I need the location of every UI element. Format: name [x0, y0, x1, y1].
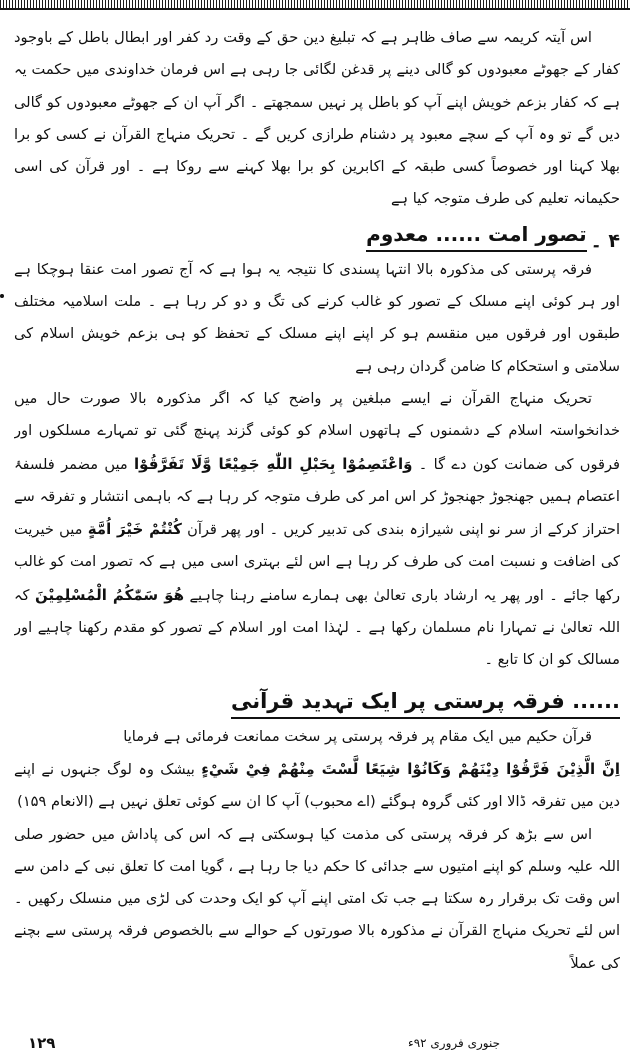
paragraph-4 — [14, 721, 620, 819]
paragraph-3-text-a: تحریک منہاج القرآن نے ایسے مبلغین پر واضح کیا کہ اگر مذکورہ بالا صورت حال میں خدانخواستہ اسلام کے دشمنوں کے ہاتھوں اسلام کو کوئی گزند پہنچ گئی تو تمہارے مسلکوں اور فرقوں کی ضمانت کون دے گا ۔ — [14, 389, 620, 473]
issue-date: جنوری فروری ۹۲ء — [408, 1036, 500, 1050]
quran-verse-3: هُوَ سَمّٰكُمُ الْمُسْلِمِيْنَ — [34, 585, 185, 604]
section-number: ۴ ۔ — [590, 229, 620, 252]
page-number: ۱۲۹ — [28, 1034, 56, 1052]
section-title-2: ...... فرقہ پرستی پر ایک تہدید قرآنی — [231, 686, 620, 719]
paragraph-5: اس سے بڑھ کر فرقہ پرستی کی مذمت کیا ہوسکتی ہے کہ اس کی پاداش میں حضور صلی اللہ علیہ وسلم کو اپنے امتیوں سے جدائی کا حکم دیا جا رہا ہے ، گویا امت کا تعلق نبی کے دامن سے اس وقت تک برقرار رہ سکتا ہے جب تک امتی اپنے آپ کو ایک وحدت کی لڑی میں منسلک رکھیں ۔ اس لئے تحریک منہاج القرآن نے مذکورہ بالا صورتوں کے حوالے سے بالخصوص فرقہ پرستی سے بچنے کی عملاً — [14, 825, 620, 972]
top-border — [0, 0, 630, 10]
margin-dot — [0, 294, 4, 298]
paragraph-3-text-b: میں مضمر فلسفۂ اعتصام ہمیں جھنجوڑ جھنجوڑ کر اس امر کی طرف متوجہ کر رہا ہے کہ باہمی انتشار و تفرقہ سے احتراز کرکے از سر نو اپنی شیرازہ بندی کی تدبیر کریں ۔ اور پھر قرآن — [14, 455, 620, 539]
paragraph-3 — [14, 383, 620, 677]
section-title: تصور امت ...... معدوم — [366, 219, 586, 252]
document-page — [14, 22, 620, 1052]
section-heading-concept-of-ummah — [14, 216, 620, 252]
paragraph-1: اس آیتہ کریمہ سے صاف ظاہر ہے کہ تبلیغ دین حق کے وقت رد کفر اور ابطال باطل کے باوجود کفار کے جھوٹے معبودوں کو گالی دینے پر قدغن لگائی جا رہی ہے اس فرمان خداوندی میں حکمت یہ ہے کہ کفار بزعم خویش اپنے آپ کو باطل پر نہیں سمجھتے ۔ اگر آپ ان کے جھوٹے معبودوں کو گالی دیں گے تو وہ آپ کے سچے معبود پر دشنام طرازی کریں گے ۔ تحریک منہاج القرآن نے کسی کو برا بھلا کہنا اور خصوصاً کسی طبقہ کے اکابرین کو برا بھلا کہنے سے روکا ہے ۔ اور قرآن کی اسی حکیمانہ تعلیم کی طرف متوجہ کیا ہے — [14, 29, 620, 208]
paragraph-3-text-c: میں خیریت کی اضافت و نسبت امت کی طرف کر رہا ہے اس لئے بہتری اسی میں ہے کہ تصور امت کو غالب رکھا جائے ۔ اور پھر یہ ارشاد باری تعالیٰ بھی ہمارے سامنے رہنا چاہیے — [14, 521, 620, 604]
page-footer — [0, 1029, 630, 1057]
quran-verse-2: كُنْتُمْ خَيْرَ اُمَّةٍ — [87, 520, 182, 539]
section-heading-quranic-warning — [14, 677, 620, 719]
paragraph-2: فرقہ پرستی کی مذکورہ بالا انتہا پسندی کا نتیجہ یہ ہوا ہے کہ آج تصور امت عنقا ہوچکا ہے اور ہر کوئی اپنے مسلک کے تصور کو غالب کرنے کی تگ و دو کر رہا ہے ۔ ملت اسلامیہ مختلف طبقوں اور فرقوں میں منقسم ہو کر اپنے اپنے مسلک کے تحفظ کو ہی بزعم خویش اسلام کی سلامتی و استحکام کا ضامن گردان رہی ہے — [14, 260, 620, 375]
paragraph-4-translation: بیشک وہ لوگ جنہوں نے اپنے دین میں تفرقہ ڈالا اور کئی گروہ ہوگئے (اے محبوب) آپ کا ان سے کوئی تعلق نہیں ہے (الانعام ۱۵۹) — [14, 760, 620, 811]
paragraph-3-text-d: کہ اللہ تعالیٰ نے تمہارا نام مسلمان رکھا ہے ۔ لہٰذا امت اور اسلام کے تصور کو مقدم رکھنا چاہیے اور مسالک کو ان کا تابع ۔ — [14, 586, 620, 669]
quran-verse-1: وَاعْتَصِمُوْا بِحَبْلِ اللّٰهِ جَمِيْعًا وَّلَا تَفَرَّقُوْا — [134, 454, 413, 473]
paragraph-4-intro: قرآن حکیم میں ایک مقام پر فرقہ پرستی پر سخت ممانعت فرمائی ہے فرمایا — [123, 727, 592, 745]
quran-verse-4: اِنَّ الَّذِيْنَ فَرَّقُوْا دِيْنَهُمْ وَكَانُوْا شِيَعًا لَّسْتَ مِنْهُمْ فِيْ شَيْءٍ — [201, 759, 620, 778]
